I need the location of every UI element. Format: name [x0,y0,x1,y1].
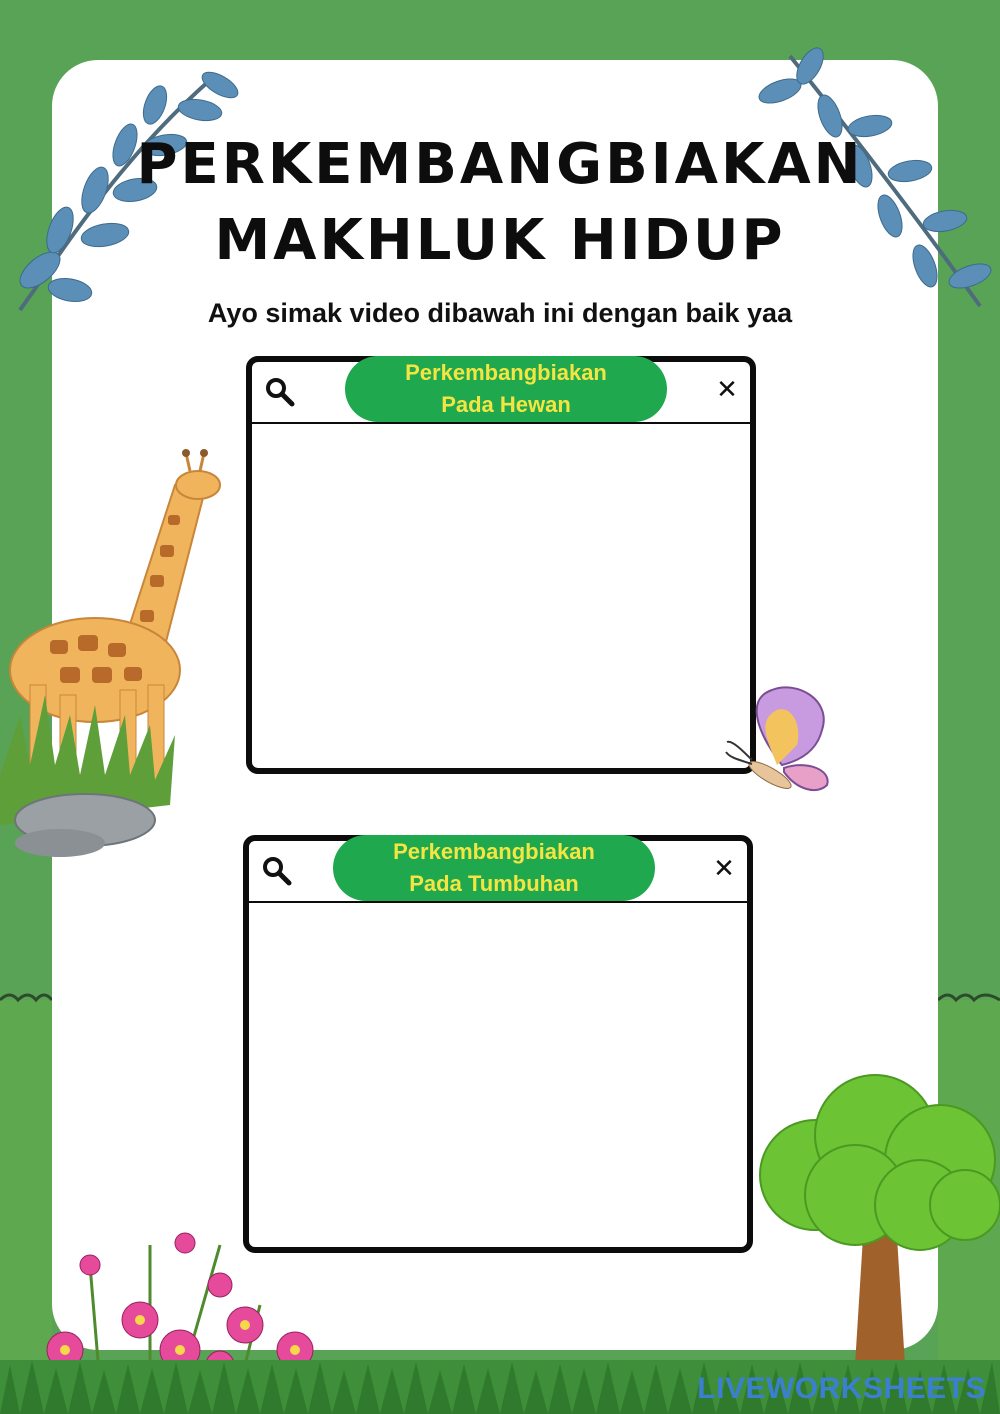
video-area[interactable] [249,903,747,1247]
video-title-line2: Pada Hewan [441,392,571,417]
page-subtitle: Ayo simak video dibawah ini dengan baik yaa [207,298,793,328]
video-title-pill [345,356,667,422]
video-title-line1: Perkembangbiakan [393,839,595,864]
close-icon[interactable]: ✕ [716,375,738,405]
close-icon[interactable]: ✕ [713,854,735,884]
page-title-line2: MAKHLUK HIDUP [214,208,786,273]
video-window-tumbuhan [243,835,753,1253]
window-titlebar [249,841,747,903]
search-icon[interactable] [264,376,296,408]
giraffe-illustration [0,445,230,865]
video-window-hewan [246,356,756,774]
page-title-line1: PERKEMBANGBIAKAN [136,132,864,197]
search-icon[interactable] [261,855,293,887]
window-titlebar [252,362,750,424]
butterfly-illustration [722,680,842,805]
video-area[interactable] [252,424,750,768]
tree-illustration [745,1065,1000,1365]
video-title-pill [333,835,655,901]
video-title-line1: Perkembangbiakan [405,360,607,385]
watermark-text: LIVEWORKSHEETS [697,1372,986,1405]
video-title-line2: Pada Tumbuhan [409,871,579,896]
